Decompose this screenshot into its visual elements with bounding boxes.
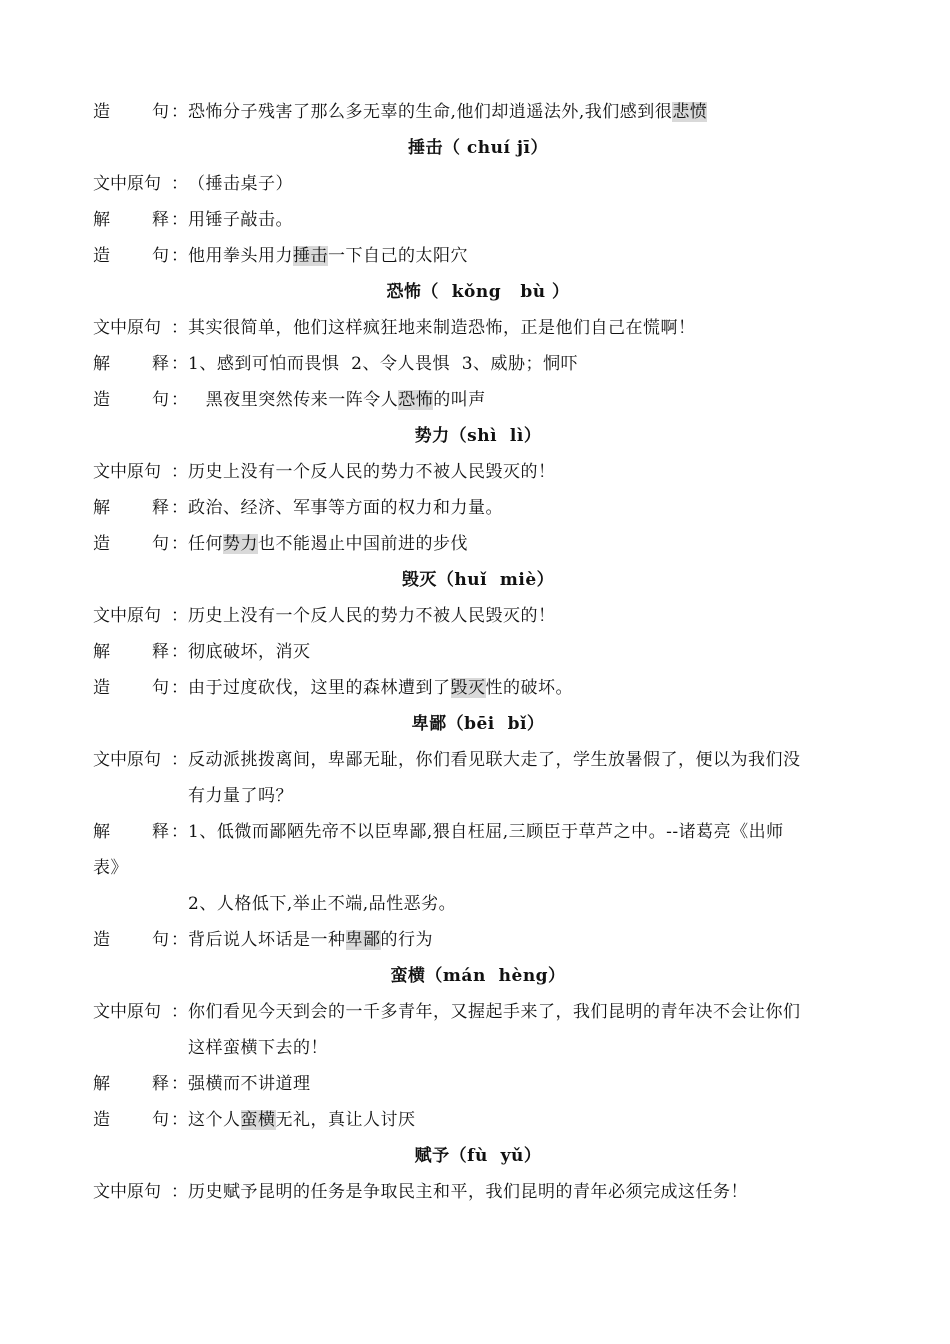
label-colon: ： [171,390,188,410]
label-yuanju [93,454,188,490]
sentence-text: 他用拳头用力 [188,246,293,266]
label-char: 解 [93,354,110,374]
sentence-text: 一下自己的太阳穴 [328,246,468,266]
label-zaoju [93,670,188,706]
sentence-text: 任何 [188,534,223,554]
source-sentence: （捶击桌子） [188,174,293,194]
definition: 1、感到可怕而畏惧 2、令人畏惧 3、威胁；恫吓 [188,354,579,374]
label-char: 释 [152,1074,169,1094]
label-colon: ： [171,750,188,770]
label-zaoju [93,94,188,130]
definition: 强横而不讲道理 [188,1074,311,1094]
label-char: 解 [93,498,110,518]
word-heading: 卑鄙（bēi bǐ） [411,714,545,734]
source-sentence-row [93,598,863,634]
document-body [93,94,863,1210]
label-char: 造 [93,534,110,554]
label-text: 文中原句 [93,1182,161,1202]
label-text: 文中原句 [93,606,161,626]
sentence-text: 的叫声 [433,390,486,410]
example-sentence-row [93,238,863,274]
label-yuanju [93,1174,188,1210]
label-jieshi [93,490,188,526]
label-char: 释 [152,822,169,842]
definition-row [93,634,863,670]
definition: 用锤子敲击。 [188,210,293,230]
highlighted-word: 捶击 [293,246,328,266]
sentence-text: 的行为 [380,930,433,950]
label-colon: ： [171,930,188,950]
highlighted-word: 毁灭 [450,678,486,698]
example-sentence [188,670,863,706]
label-char: 句 [152,534,169,554]
definition-row [93,1066,863,1102]
example-sentence-row [93,1102,863,1138]
example-sentence-row [93,94,863,130]
highlighted-word: 恐怖 [398,390,434,410]
definition: 1、低微而鄙陋先帝不以臣卑鄙,猥自枉屈,三顾臣于草芦之中。--诸葛亮《出师 [188,822,784,842]
label-char: 解 [93,822,110,842]
definition: 政治、经济、军事等方面的权力和力量。 [188,498,503,518]
label-yuanju [93,310,188,346]
word-heading: 恐怖（ kǒng bù ） [386,282,570,302]
example-sentence-row [93,526,863,562]
label-text: 文中原句 [93,462,161,482]
source-sentence: 历史赋予昆明的任务是争取民主和平，我们昆明的青年必须完成这任务！ [188,1182,748,1202]
label-text: 文中原句 [93,174,161,194]
label-colon: ： [171,606,188,626]
example-sentence [188,526,863,562]
example-sentence [188,238,863,274]
label-char: 句 [152,678,169,698]
source-sentence: 你们看见今天到会的一千多青年，又握起手来了，我们昆明的青年决不会让你们 [188,1002,801,1022]
label-char: 解 [93,1074,110,1094]
label-colon: ： [171,210,188,230]
source-sentence-row [93,454,863,490]
label-yuanju [93,994,188,1030]
word-heading: 捶击（ chuí jī） [408,138,548,158]
label-colon: ： [171,102,188,122]
label-zaoju [93,238,188,274]
label-char: 句 [152,390,169,410]
label-char: 句 [152,102,169,122]
sentence-text: 由于过度砍伐，这里的森林遭到了 [188,678,451,698]
label-colon: ： [171,1002,188,1022]
sentence-text: 背后说人坏话是一种 [188,930,346,950]
label-char: 造 [93,390,110,410]
label-char: 造 [93,1110,110,1130]
label-colon: ： [171,1110,188,1130]
definition-row [93,490,863,526]
example-sentence [188,382,863,418]
label-jieshi [93,1066,188,1102]
source-sentence-row [93,310,863,346]
label-char: 句 [152,246,169,266]
highlighted-word: 势力 [223,534,258,554]
label-colon: ： [171,642,188,662]
label-yuanju [93,598,188,634]
definition-continuation: 表》 [93,858,128,878]
label-text: 文中原句 [93,750,161,770]
label-char: 释 [152,210,169,230]
label-char: 释 [152,354,169,374]
label-char: 造 [93,930,110,950]
source-sentence-row [93,742,863,778]
label-zaoju [93,526,188,562]
sentence-text: 也不能遏止中国前进的步伐 [258,534,468,554]
source-sentence: 其实很简单，他们这样疯狂地来制造恐怖，正是他们自己在慌啊！ [188,318,696,338]
label-text: 文中原句 [93,318,161,338]
label-colon: ： [171,174,188,194]
example-sentence-row [93,382,863,418]
label-jieshi [93,346,188,382]
label-colon: ： [171,246,188,266]
sentence-text: 无礼，真让人讨厌 [275,1110,416,1130]
source-sentence-continuation: 有力量了吗？ [188,786,293,806]
label-char: 解 [93,210,110,230]
sentence-text: 恐怖分子残害了那么多无辜的生命,他们却逍遥法外,我们感到很 [188,102,673,122]
label-text: 文中原句 [93,1002,161,1022]
definition-row [93,814,863,850]
label-colon: ： [171,462,188,482]
label-zaoju [93,382,188,418]
label-char: 造 [93,678,110,698]
source-sentence: 反动派挑拨离间，卑鄙无耻，你们看见联大走了，学生放暑假了，便以为我们没 [188,750,801,770]
definition-row [93,202,863,238]
label-char: 释 [152,642,169,662]
highlighted-word: 蛮横 [240,1110,276,1130]
label-colon: ： [171,318,188,338]
label-yuanju [93,166,188,202]
source-sentence: 历史上没有一个反人民的势力不被人民毁灭的！ [188,462,556,482]
label-jieshi [93,202,188,238]
label-colon: ： [171,534,188,554]
label-jieshi [93,814,188,850]
sentence-text: 黑夜里突然传来一阵令人 [188,390,399,410]
label-char: 解 [93,642,110,662]
label-colon: ： [171,1182,188,1202]
label-yuanju [93,742,188,778]
definition-second-item: 2、人格低下,举止不端,品性恶劣。 [188,894,457,914]
source-sentence: 历史上没有一个反人民的势力不被人民毁灭的！ [188,606,556,626]
label-colon: ： [171,678,188,698]
word-heading: 势力（shì lì） [414,426,542,446]
definition: 彻底破坏，消灭 [188,642,311,662]
example-sentence-row [93,922,863,958]
label-colon: ： [171,498,188,518]
sentence-text: 性的破坏。 [485,678,573,698]
label-char: 释 [152,498,169,518]
label-colon: ： [171,822,188,842]
example-sentence [188,94,863,130]
source-sentence-continuation: 这样蛮横下去的！ [188,1038,328,1058]
word-heading: 蛮横（mán hèng） [390,966,566,986]
label-zaoju [93,1102,188,1138]
label-zaoju [93,922,188,958]
source-sentence-row [93,994,863,1030]
example-sentence-row [93,670,863,706]
label-jieshi [93,634,188,670]
word-heading: 赋予（fù yǔ） [414,1146,542,1166]
label-char: 句 [152,930,169,950]
example-sentence [188,1102,863,1138]
label-char: 造 [93,246,110,266]
highlighted-word: 卑鄙 [345,930,381,950]
label-colon: ： [171,1074,188,1094]
definition-row [93,346,863,382]
label-char: 造 [93,102,110,122]
label-colon: ： [171,354,188,374]
sentence-text: 这个人 [188,1110,241,1130]
example-sentence [188,922,863,958]
highlighted-word: 悲愤 [672,102,708,122]
source-sentence-row [93,1174,863,1210]
source-sentence-row [93,166,863,202]
word-heading: 毁灭（huǐ miè） [401,570,555,590]
label-char: 句 [152,1110,169,1130]
